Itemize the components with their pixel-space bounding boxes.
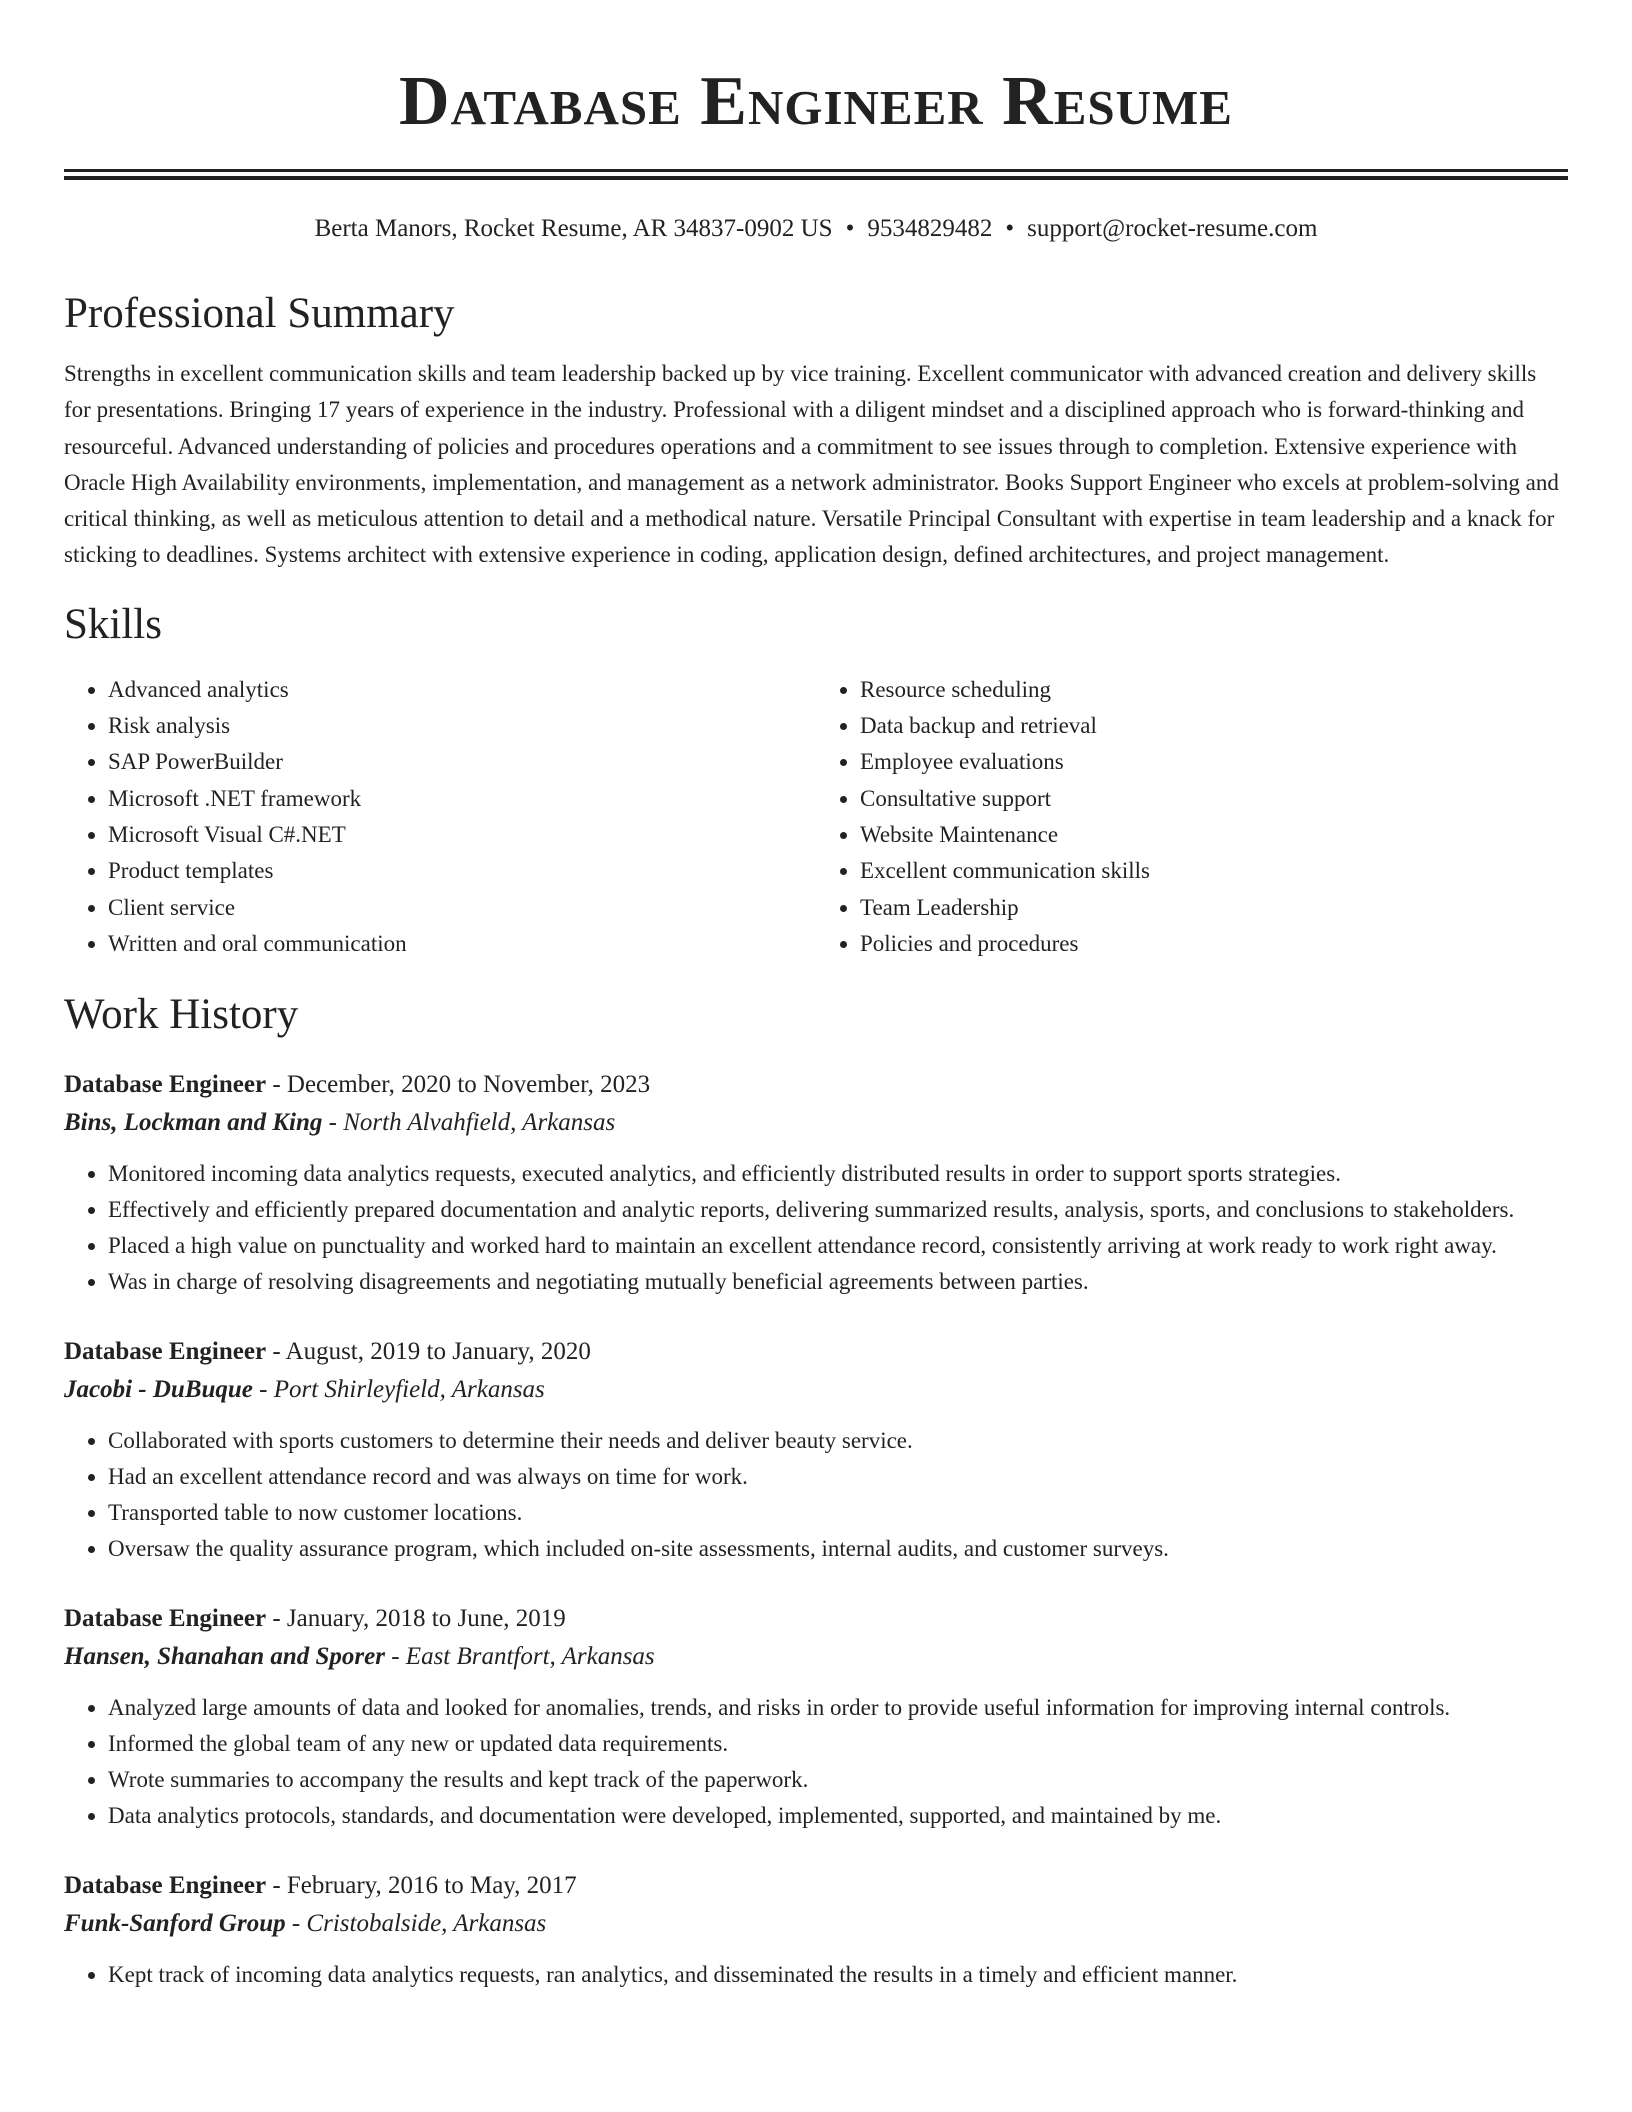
skills-heading: Skills — [64, 600, 162, 648]
contact-email[interactable]: support@rocket-resume.com — [1027, 215, 1318, 242]
summary-text: Strengths in excellent communication skills and team leadership backed up by vice training. Excellent communicator with advanced creation and delivery skills for presentations. Bringing 17 years of experience in the industry. Professional with a diligent mindset and a disciplined approach who is forward-thinking and resourceful. Advanced understanding of policies and procedures operations and a commitment to see issues through to completion. Extensive experience with Oracle High Availability environments, implementation, and management as a network administrator. Books Support Engineer who excels at problem-solving and critical thinking, as well as meticulous attention to detail and a methodical nature. Versatile Principal Consultant with expertise in team leadership and a knack for sticking to deadlines. Systems architect with extensive experience in coding, application design, defined architectures, and project management. — [64, 361, 1559, 568]
job-bullet: • Informed the global team of any new or updated data requirements. — [108, 1726, 1568, 1762]
skill-item: • Microsoft .NET framework — [108, 781, 816, 817]
job-title-line — [64, 1066, 1568, 1104]
skill-item: • Risk analysis — [108, 708, 816, 744]
job-entry — [64, 1600, 1568, 1834]
job-location: - East Brantfort, Arkansas — [384, 1643, 655, 1671]
job-role: Database Engineer — [64, 1605, 267, 1633]
work-history-heading: Work History — [64, 991, 299, 1039]
skill-item: • Data backup and retrieval — [860, 708, 1568, 744]
job-entry — [64, 1333, 1568, 1567]
job-bullet: • Collaborated with sports customers to determine their needs and deliver beauty service. — [108, 1423, 1568, 1459]
job-dates: - January, 2018 to June, 2019 — [266, 1605, 566, 1633]
skill-item: • Employee evaluations — [860, 744, 1568, 780]
job-employer: Jacobi - DuBuque — [64, 1376, 253, 1404]
job-title-line — [64, 1600, 1568, 1638]
job-location: - North Alvahfield, Arkansas — [322, 1109, 616, 1137]
job-location: - Port Shirleyfield, Arkansas — [252, 1376, 545, 1404]
contact-separator: • — [1005, 215, 1015, 242]
job-employer-line — [64, 1905, 1568, 1943]
job-bullets — [64, 1957, 1568, 1993]
contact-address: Berta Manors, Rocket Resume, AR 34837-0902 US — [314, 215, 833, 242]
job-bullet: • Wrote summaries to accompany the results and kept track of the paperwork. — [108, 1762, 1568, 1798]
skill-item: • Microsoft Visual C#.NET — [108, 817, 816, 853]
job-dates: - February, 2016 to May, 2017 — [266, 1872, 577, 1900]
skills-column-left — [64, 672, 816, 962]
job-bullets — [64, 1156, 1568, 1300]
skill-item: • Written and oral communication — [108, 926, 816, 962]
contact-phone: 9534829482 — [867, 215, 993, 242]
job-bullet: • Data analytics protocols, standards, and documentation were developed, implemented, supported, and maintained by me. — [108, 1798, 1568, 1834]
job-location: - Cristobalside, Arkansas — [285, 1910, 547, 1938]
job-bullet: • Kept track of incoming data analytics requests, ran analytics, and disseminated the results in a timely and efficient manner. — [108, 1957, 1568, 1993]
job-bullets — [64, 1423, 1568, 1567]
job-entry — [64, 1867, 1568, 1993]
skill-item: • Advanced analytics — [108, 672, 816, 708]
job-bullet: • Placed a high value on punctuality and worked hard to maintain an excellent attendance record, consistently arriving at work ready to work right away. — [108, 1228, 1568, 1264]
job-employer: Bins, Lockman and King — [64, 1109, 323, 1137]
contact-separator: • — [845, 215, 855, 242]
job-dates: - August, 2019 to January, 2020 — [266, 1338, 591, 1366]
job-employer-line — [64, 1638, 1568, 1676]
job-bullet: • Effectively and efficiently prepared documentation and analytic reports, delivering summarized results, analysis, sports, and conclusions to stakeholders. — [108, 1192, 1568, 1228]
job-title-line — [64, 1333, 1568, 1371]
job-bullet: • Transported table to now customer locations. — [108, 1495, 1568, 1531]
job-bullet: • Was in charge of resolving disagreements and negotiating mutually beneficial agreements between parties. — [108, 1264, 1568, 1300]
job-employer: Funk-Sanford Group — [64, 1910, 286, 1938]
summary-heading: Professional Summary — [64, 290, 455, 337]
skill-item: • Consultative support — [860, 781, 1568, 817]
job-title-line — [64, 1867, 1568, 1905]
skills-column-right — [816, 672, 1568, 962]
skill-item: • Client service — [108, 890, 816, 926]
resume-title: Database Engineer Resume — [399, 63, 1233, 140]
skill-item: • SAP PowerBuilder — [108, 744, 816, 780]
job-bullet: • Analyzed large amounts of data and looked for anomalies, trends, and risks in order to provide useful information for improving internal controls. — [108, 1690, 1568, 1726]
job-bullet: • Monitored incoming data analytics requests, executed analytics, and efficiently distributed results in order to support sports strategies. — [108, 1156, 1568, 1192]
skill-item: • Website Maintenance — [860, 817, 1568, 853]
job-entry — [64, 1066, 1568, 1300]
contact-line — [64, 213, 1568, 245]
title-rule-top — [64, 169, 1568, 172]
job-employer: Hansen, Shanahan and Sporer — [64, 1643, 385, 1671]
job-role: Database Engineer — [64, 1071, 267, 1099]
job-employer-line — [64, 1104, 1568, 1142]
skill-item: • Excellent communication skills — [860, 853, 1568, 889]
job-bullet: • Had an excellent attendance record and was always on time for work. — [108, 1459, 1568, 1495]
skill-item: • Resource scheduling — [860, 672, 1568, 708]
job-dates: - December, 2020 to November, 2023 — [266, 1071, 651, 1099]
skill-item: • Product templates — [108, 853, 816, 889]
job-employer-line — [64, 1371, 1568, 1409]
job-bullet: • Oversaw the quality assurance program, which included on-site assessments, internal audits, and customer surveys. — [108, 1531, 1568, 1567]
skill-item: • Team Leadership — [860, 890, 1568, 926]
job-role: Database Engineer — [64, 1872, 267, 1900]
title-rule-bottom — [64, 176, 1568, 180]
job-role: Database Engineer — [64, 1338, 267, 1366]
job-bullets — [64, 1690, 1568, 1834]
skill-item: • Policies and procedures — [860, 926, 1568, 962]
skills-list — [64, 672, 1568, 962]
